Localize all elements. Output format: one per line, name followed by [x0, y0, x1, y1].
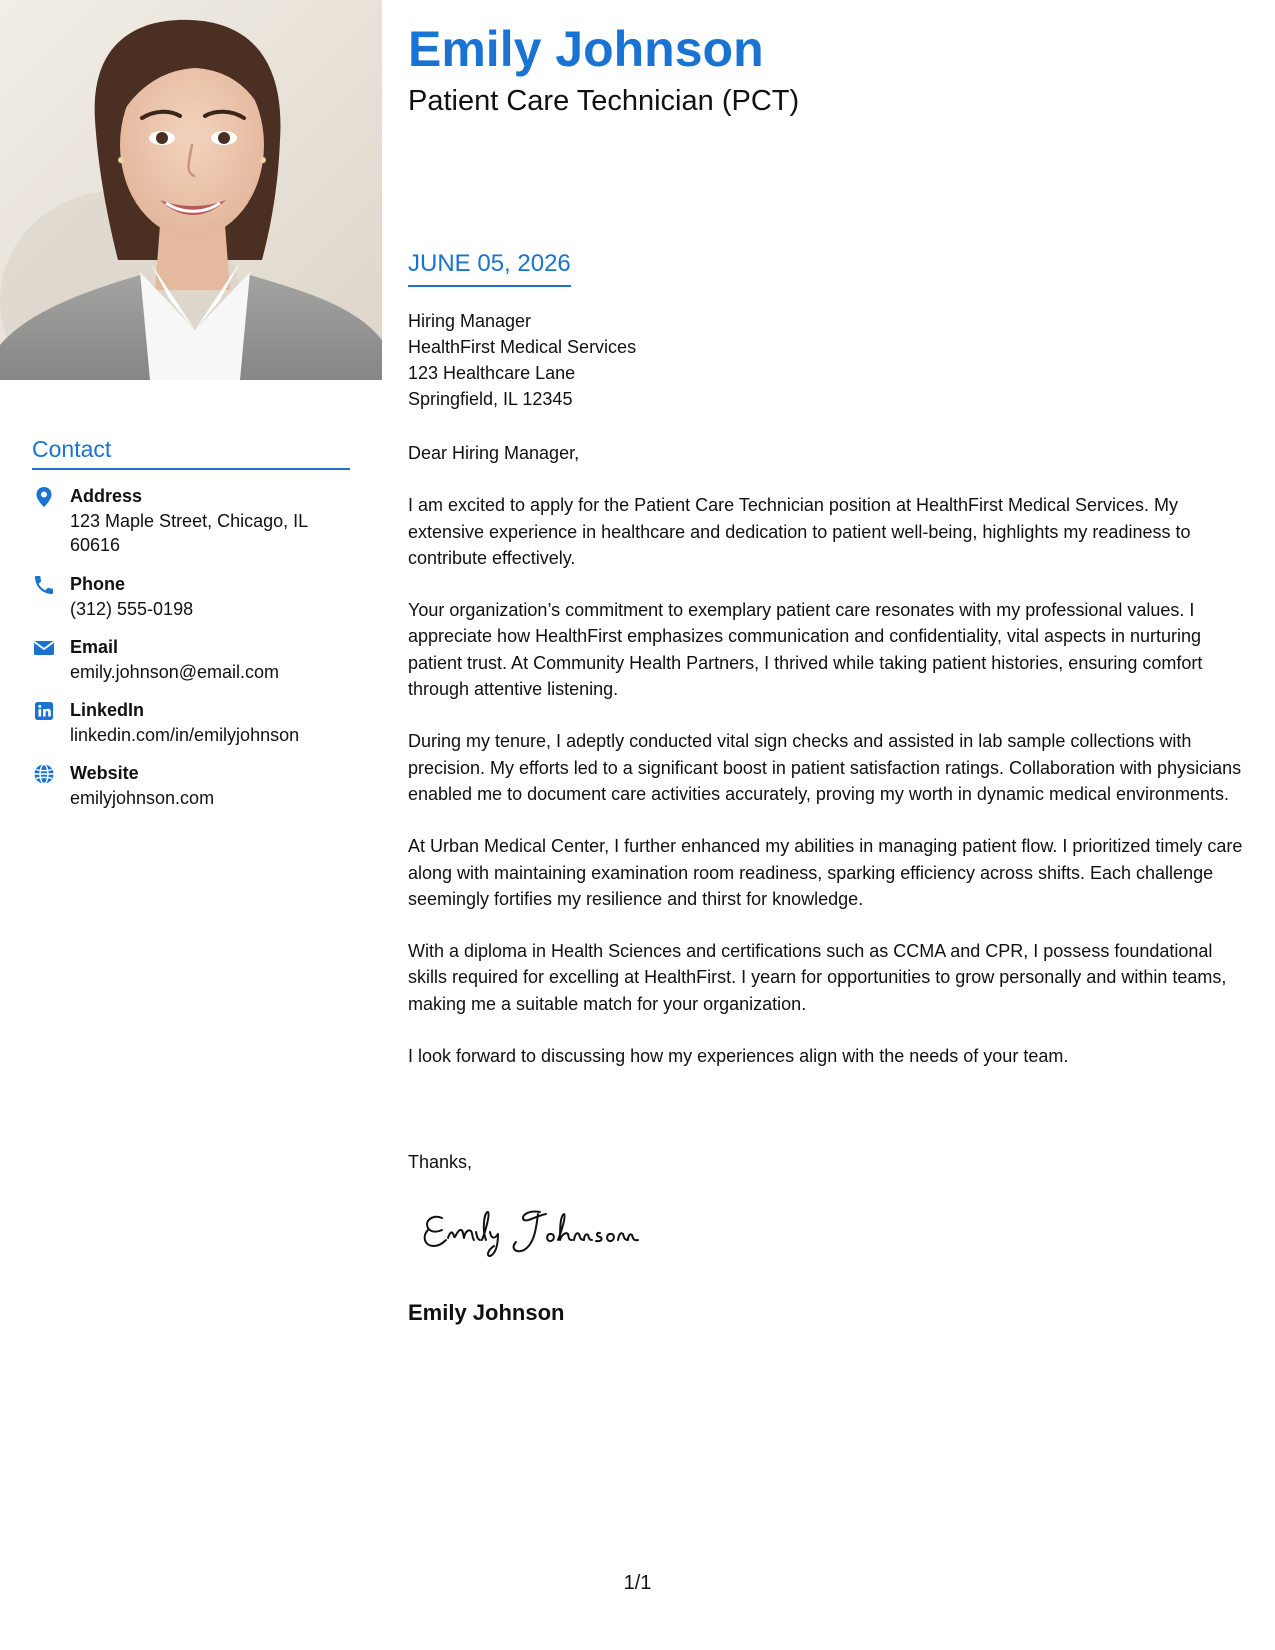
letter-paragraph: I am excited to apply for the Patient Care Technician position at HealthFirst Medical Services. My extensive experience in healthcare and dedication to patient well-being, highlights my readiness to contribute effectively.: [408, 495, 1191, 568]
letter-paragraph: At Urban Medical Center, I further enhanced my abilities in managing patient flow. I prioritized timely care along with maintaining examination room readiness, sparking efficiency across shifts. Each challenge seemingly fortifies my resilience and thirst for knowledge.: [408, 836, 1243, 909]
linkedin-icon: [32, 699, 56, 723]
recipient-street: 123 Healthcare Lane: [408, 363, 576, 383]
contact-label: Phone: [70, 574, 126, 594]
recipient-company: HealthFirst Medical Services: [408, 337, 637, 357]
contact-value: emilyjohnson.com: [70, 788, 215, 808]
contact-label: Email: [70, 637, 119, 657]
envelope-icon: [32, 636, 56, 660]
contact-value: 123 Maple Street, Chicago, IL 60616: [70, 511, 308, 555]
contact-label: Address: [70, 486, 143, 506]
letter-body: [408, 440, 1253, 1095]
contact-value: emily.johnson@email.com: [70, 662, 280, 682]
contact-heading: Contact: [32, 436, 350, 470]
contact-label: Website: [70, 763, 139, 783]
signer-name: Emily Johnson: [408, 1300, 565, 1325]
letter-paragraph: During my tenure, I adeptly conducted vital sign checks and assisted in lab sample collections with precision. My efforts led to a significant boost in patient satisfaction ratings. Collaboration with physicians enabled me to document care activities accurately, proving my worth in dynamic medical environments.: [408, 731, 1242, 804]
job-title: Patient Care Technician (PCT): [408, 85, 800, 117]
closing: Thanks,: [408, 1152, 473, 1172]
page-number: 1/1: [623, 1572, 652, 1594]
salutation: Dear Hiring Manager,: [408, 443, 580, 463]
candidate-name: Emily Johnson: [408, 21, 764, 77]
recipient-title: Hiring Manager: [408, 311, 532, 331]
phone-icon: [32, 573, 56, 597]
recipient-city: Springfield, IL 12345: [408, 389, 573, 409]
letter-date: JUNE 05, 2026: [408, 250, 571, 287]
contact-value: linkedin.com/in/emilyjohnson: [70, 725, 300, 745]
profile-photo: [0, 0, 382, 380]
globe-icon: [32, 762, 56, 786]
contact-value: (312) 555-0198: [70, 599, 194, 619]
signature-image: [420, 1200, 670, 1260]
letter-paragraph: Your organization’s commitment to exemplary patient care resonates with my professional values. I appreciate how HealthFirst emphasizes communication and confidentiality, vital aspects in nurturing patient trust. At Community Health Partners, I thrived while taking patient histories, ensuring comfort through attentive listening.: [408, 600, 1203, 700]
letter-paragraph: With a diploma in Health Sciences and certifications such as CCMA and CPR, I possess foundational skills required for excelling at HealthFirst. I yearn for opportunities to grow personally and within teams, making me a suitable match for your organization.: [408, 941, 1227, 1014]
recipient-block: [408, 308, 636, 412]
map-pin-icon: [32, 485, 56, 509]
letter-paragraph: I look forward to discussing how my experiences align with the needs of your team.: [408, 1046, 1069, 1067]
contact-label: LinkedIn: [70, 700, 145, 720]
